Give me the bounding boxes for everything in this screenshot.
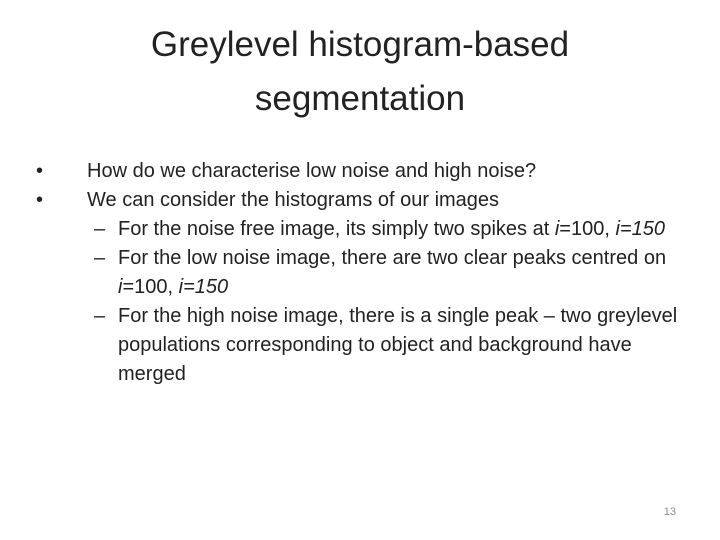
title-line-1: Greylevel histogram-based [150, 25, 570, 64]
sub-bullet-2-var-i2: i=150 [178, 276, 229, 298]
sub-bullet-mark: – [94, 218, 106, 240]
bullet-item-2 [36, 186, 686, 215]
sub-bullet-1-prefix: For the noise free image, its simply two spikes at [118, 218, 555, 240]
slide-title [60, 18, 660, 126]
sub-bullet-2-value: =100, [122, 276, 179, 298]
sub-bullet-2-var-i: i [118, 276, 123, 298]
bullet-text-1: How do we characterise low noise and high noise? [87, 160, 537, 182]
page-number: 13 [663, 506, 676, 518]
sub-bullet-item-3 [36, 302, 686, 389]
sub-bullet-mark: – [94, 247, 106, 269]
slide-body [36, 157, 686, 389]
sub-bullet-1-value: =100, [559, 218, 616, 240]
bullet-mark: • [36, 189, 44, 211]
title-line-2: segmentation [254, 79, 466, 118]
sub-bullet-item-2 [36, 244, 686, 302]
sub-bullet-item-1 [36, 215, 686, 244]
sub-bullet-text-2 [118, 244, 686, 302]
bullet-item-1 [36, 157, 686, 186]
sub-bullet-mark: – [94, 305, 106, 327]
sub-bullet-text-3: For the high noise image, there is a single peak – two greylevel populations corresponding to object and background have merged [118, 305, 678, 385]
bullet-mark: • [36, 160, 44, 182]
sub-bullet-1-var-i2: i=150 [615, 218, 665, 240]
sub-bullet-2-prefix: For the low noise image, there are two clear peaks centred on [118, 247, 667, 269]
sub-bullet-text-1 [118, 215, 686, 244]
bullet-text-2: We can consider the histograms of our images [87, 189, 500, 211]
sub-bullet-1-var-i: i [554, 218, 560, 240]
